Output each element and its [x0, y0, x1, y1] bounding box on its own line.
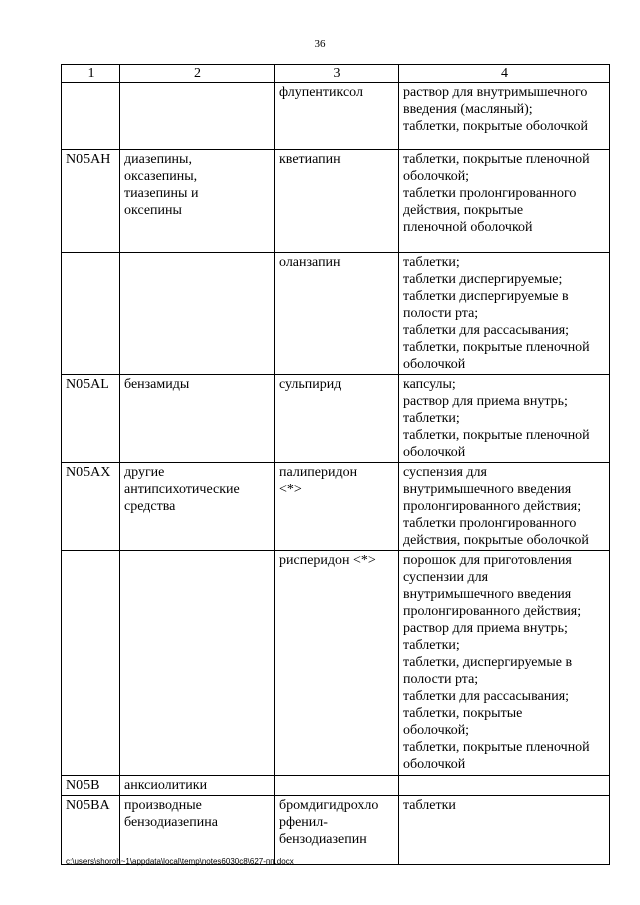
- cell-line: кветиапин: [279, 152, 341, 167]
- cell-line: раствор для приема внутрь;: [403, 394, 568, 409]
- drug-name-cell: [275, 551, 399, 776]
- cell-line: таблетки, покрытые пленочной: [403, 740, 590, 755]
- group-name-cell: [120, 551, 275, 776]
- drug-name-cell: [275, 83, 399, 150]
- footer-file-path: c:\users\shoroh~1\appdata\local\temp\notes6030c8\627-пп.docx: [66, 857, 294, 866]
- cell-line: рисперидон <*>: [279, 553, 376, 568]
- drug-name-cell: [275, 796, 399, 865]
- dosage-forms-cell: [399, 551, 610, 776]
- cell-line: оксазепины,: [124, 169, 198, 184]
- column-header: 2: [120, 65, 275, 83]
- table-row: [62, 551, 610, 776]
- cell-line: анксиолитики: [124, 778, 208, 793]
- cell-line: полости рта;: [403, 306, 479, 321]
- cell-line: оланзапин: [279, 255, 341, 270]
- table-body: [62, 83, 610, 865]
- group-name-cell: [120, 253, 275, 375]
- cell-line: оксепины: [124, 203, 182, 218]
- atc-code-cell: N05AX: [62, 463, 120, 551]
- atc-code-cell: N05B: [62, 776, 120, 796]
- cell-line: таблетки, покрытые оболочкой: [403, 119, 589, 134]
- atc-code-cell: N05AH: [62, 150, 120, 253]
- table-row: [62, 463, 610, 551]
- cell-line: раствор для внутримышечного: [403, 85, 588, 100]
- group-name-cell: [120, 463, 275, 551]
- table-row: [62, 83, 610, 150]
- cell-line: флупентиксол: [279, 85, 363, 100]
- cell-line: суспензия для: [403, 465, 487, 480]
- table-header-row: [62, 65, 610, 83]
- cell-line: оболочкой: [403, 445, 466, 460]
- dosage-forms-cell: [399, 83, 610, 150]
- table-row: [62, 375, 610, 463]
- atc-code-cell: [62, 253, 120, 375]
- cell-line: внутримышечного введения: [403, 482, 572, 497]
- dosage-forms-cell: [399, 776, 610, 796]
- cell-line: таблетки диспергируемые в: [403, 289, 569, 304]
- cell-line: бензодиазепин: [279, 832, 367, 847]
- drug-name-cell: [275, 776, 399, 796]
- cell-line: сульпирид: [279, 377, 342, 392]
- column-header: 3: [275, 65, 399, 83]
- cell-line: оболочкой;: [403, 723, 470, 738]
- dosage-forms-cell: [399, 375, 610, 463]
- cell-line: диазепины,: [124, 152, 192, 167]
- drug-name-cell: [275, 253, 399, 375]
- atc-code-cell: [62, 83, 120, 150]
- cell-line: бензодиазепина: [124, 815, 218, 830]
- cell-line: таблетки пролонгированного: [403, 516, 577, 531]
- cell-line: суспензии для: [403, 570, 489, 585]
- cell-line: капсулы;: [403, 377, 456, 392]
- cell-line: введения (масляный);: [403, 102, 533, 117]
- column-header: 4: [399, 65, 610, 83]
- column-header: 1: [62, 65, 120, 83]
- table-row: [62, 150, 610, 253]
- cell-line: таблетки, покрытые пленочной: [403, 428, 590, 443]
- cell-line: таблетки;: [403, 411, 460, 426]
- cell-line: палиперидон: [279, 465, 358, 480]
- cell-line: пролонгированного действия;: [403, 499, 582, 514]
- cell-line: антипсихотические: [124, 482, 240, 497]
- group-name-cell: [120, 375, 275, 463]
- cell-line: производные: [124, 798, 202, 813]
- cell-line: таблетки для рассасывания;: [403, 689, 570, 704]
- cell-line: раствор для приема внутрь;: [403, 621, 568, 636]
- drug-name-cell: [275, 463, 399, 551]
- cell-line: таблетки, покрытые пленочной: [403, 340, 590, 355]
- table-row: [62, 796, 610, 865]
- drug-table: [61, 64, 610, 865]
- cell-line: порошок для приготовления: [403, 553, 572, 568]
- cell-line: пленочной оболочкой: [403, 220, 533, 235]
- cell-line: бензамиды: [124, 377, 190, 392]
- group-name-cell: [120, 776, 275, 796]
- cell-line: таблетки, покрытые: [403, 706, 523, 721]
- cell-line: полости рта;: [403, 672, 479, 687]
- group-name-cell: [120, 796, 275, 865]
- cell-line: действия, покрытые оболочкой: [403, 533, 589, 548]
- cell-line: <*>: [279, 482, 302, 497]
- cell-line: таблетки, покрытые пленочной: [403, 152, 590, 167]
- cell-line: бромдигидрохло: [279, 798, 379, 813]
- cell-line: таблетки пролонгированного: [403, 186, 577, 201]
- cell-line: средства: [124, 499, 176, 514]
- atc-code-cell: N05AL: [62, 375, 120, 463]
- cell-line: таблетки: [403, 798, 456, 813]
- cell-line: таблетки;: [403, 638, 460, 653]
- dosage-forms-cell: [399, 150, 610, 253]
- cell-line: оболочкой;: [403, 169, 470, 184]
- cell-line: оболочкой: [403, 757, 466, 772]
- atc-code-cell: [62, 551, 120, 776]
- drug-name-cell: [275, 150, 399, 253]
- dosage-forms-cell: [399, 253, 610, 375]
- group-name-cell: [120, 83, 275, 150]
- cell-line: оболочкой: [403, 357, 466, 372]
- group-name-cell: [120, 150, 275, 253]
- drug-name-cell: [275, 375, 399, 463]
- dosage-forms-cell: [399, 463, 610, 551]
- dosage-forms-cell: [399, 796, 610, 865]
- cell-line: таблетки для рассасывания;: [403, 323, 570, 338]
- cell-line: внутримышечного введения: [403, 587, 572, 602]
- cell-line: таблетки;: [403, 255, 460, 270]
- cell-line: действия, покрытые: [403, 203, 524, 218]
- cell-line: таблетки диспергируемые;: [403, 272, 563, 287]
- table-row: [62, 776, 610, 796]
- page-number: 36: [314, 38, 326, 50]
- cell-line: пролонгированного действия;: [403, 604, 582, 619]
- cell-line: тиазепины и: [124, 186, 199, 201]
- cell-line: таблетки, диспергируемые в: [403, 655, 573, 670]
- cell-line: другие: [124, 465, 165, 480]
- atc-code-cell: N05BA: [62, 796, 120, 865]
- table-row: [62, 253, 610, 375]
- cell-line: рфенил-: [279, 815, 328, 830]
